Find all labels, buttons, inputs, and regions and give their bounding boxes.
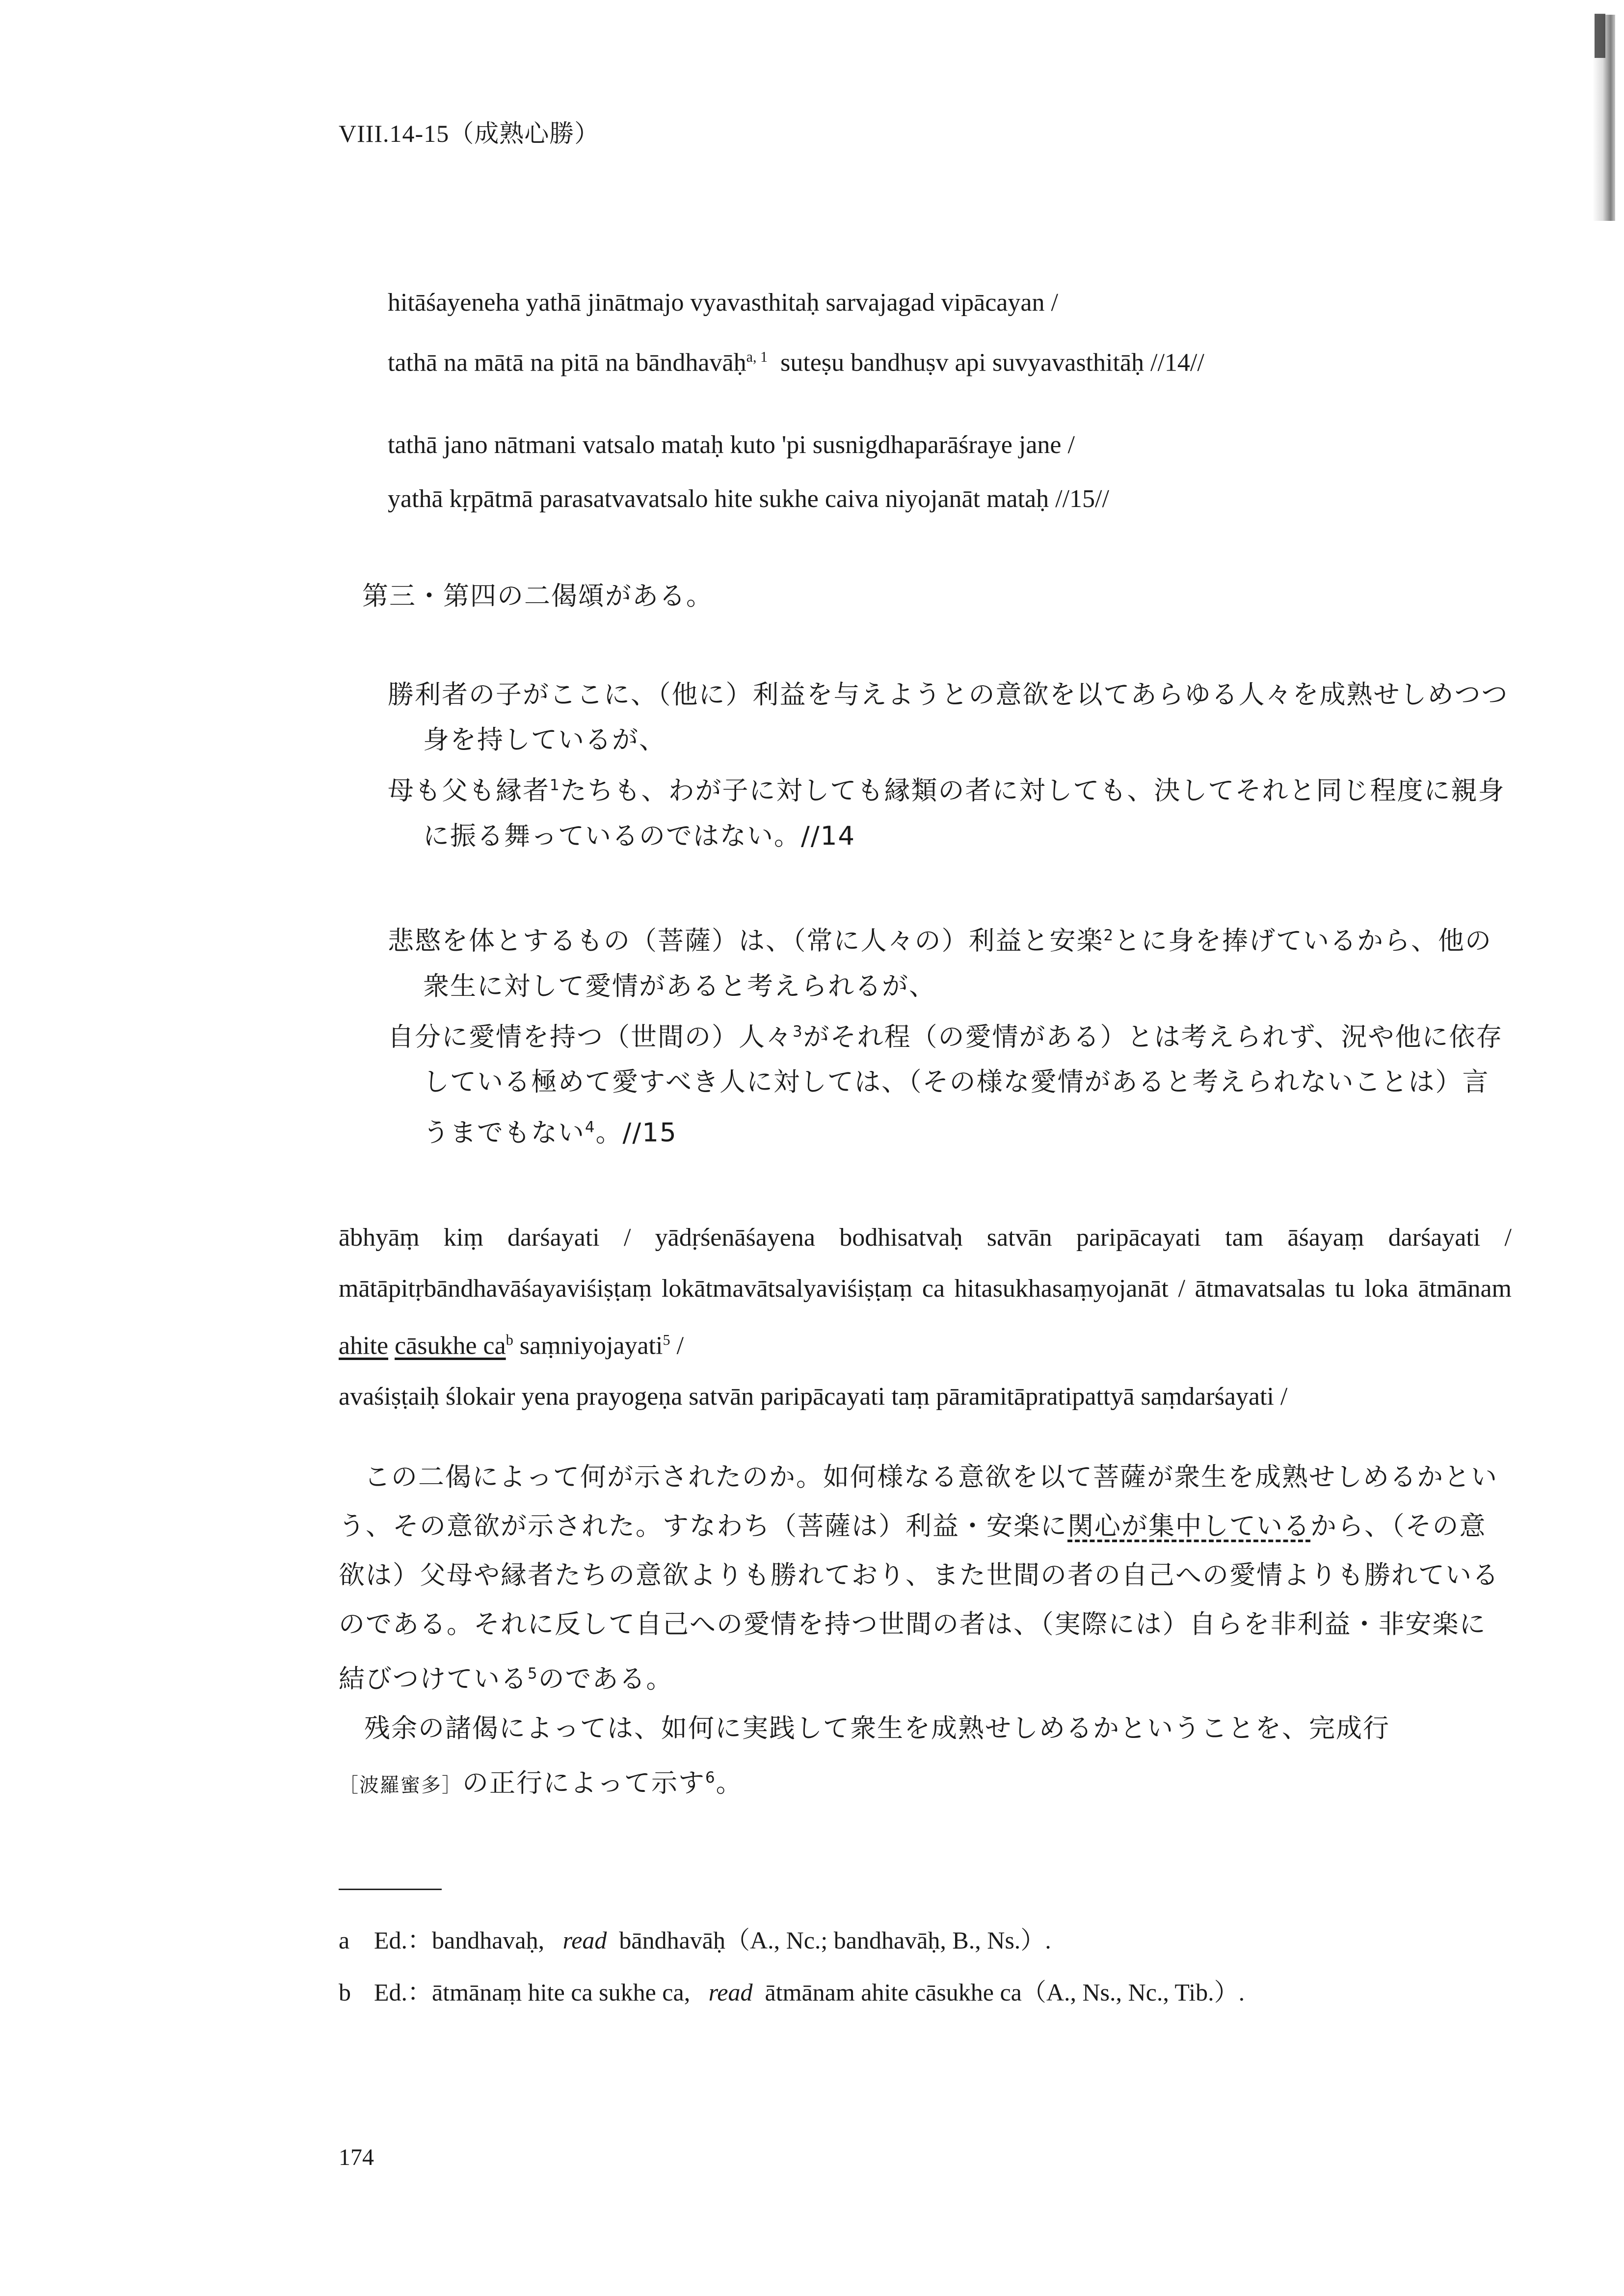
translation-14-line-2 <box>388 763 1512 859</box>
footnote-b-label: b <box>339 1978 351 2006</box>
sanskrit-p1-text: ābhyāṃ kiṃ darśayati / yādṛśenāśayena bodhisatvaḥ satvān paripācayati tam āśayaṃ darśayati / mātāpitṛbāndhavāśayaviśiṣṭaṃ lokātmavātsalyaviśiṣṭaṃ ca hitasukhasaṃyojanāt / ātmavatsalas tu loka ātmānam <box>339 1224 1512 1303</box>
running-head: VIII.14-15（成熟心勝） <box>339 120 600 147</box>
footnote-a-post: bāndhavāḥ（A., Nc.; bandhavāḥ, B., Ns.）. <box>619 1926 1051 1954</box>
verse-15 <box>388 418 1109 526</box>
verse-14-line-1: hitāśayeneha yathā jinātmajo vyavasthitaḥ sarvajagad vipācayan / <box>388 289 1058 317</box>
verse-14 <box>388 276 1204 390</box>
verse-14-line-2 <box>388 330 1204 390</box>
bracket-note: ［波羅蜜多］ <box>339 1774 462 1797</box>
sanskrit-paragraph-2: avaśiṣṭaiḥ ślokair yena prayogeṇa satvān paripācayati taṃ pāramitāpratipattyā saṃdarśayati / <box>339 1383 1288 1411</box>
note-marker-3: 3 <box>793 1022 803 1041</box>
emended-word-ahite: ahite <box>339 1332 389 1360</box>
verse-14-line-2-end: suteṣu bandhuṣv api suvyavasthitāḥ //14// <box>780 348 1204 377</box>
translation-15-line-1a: 悲愍を体とするもの（菩薩）は、（常に人々の）利益と安楽 <box>388 926 1104 956</box>
footnote-a-label: a <box>339 1926 350 1954</box>
translation-15-line-2 <box>388 1009 1512 1156</box>
japanese-paragraph-2 <box>339 1704 1512 1810</box>
translation-15-line-2b: がそれ程（の愛情がある）とは考えられず、況や他に依存している極めて愛すべき人に対しては、（その様な愛情があると考えられないことは）言うまでもない <box>423 1022 1503 1148</box>
japanese-p1-end: のである。 <box>538 1664 673 1694</box>
translation-verse-14 <box>388 672 1512 859</box>
verse-note-marker: a, 1 <box>746 348 768 365</box>
section-intro: 第三・第四の二偈頌がある。 <box>362 581 713 611</box>
verse-15-line-1: tathā jano nātmani vatsalo mataḥ kuto 'pi susnigdhaparāśraye jane / <box>388 431 1075 459</box>
sanskrit-p1-end: / <box>676 1332 684 1360</box>
footnote-b <box>339 1966 1245 2018</box>
footnote-b-read: read <box>708 1978 753 2006</box>
note-marker-4: 4 <box>585 1119 596 1137</box>
footnote-a-pre: Ed.：bandhavaḥ, <box>374 1926 545 1954</box>
page-number: 174 <box>339 2144 374 2170</box>
translation-15-line-2a: 自分に愛情を持つ（世間の）人々 <box>388 1022 793 1052</box>
dashed-underline-phrase: 関心が集中している <box>1067 1511 1310 1541</box>
japanese-commentary <box>339 1453 1512 1810</box>
scan-edge-mark <box>1595 14 1605 58</box>
sanskrit-paragraph-1 <box>339 1212 1512 1371</box>
footnotes <box>339 1914 1245 2018</box>
verse-15-line-2: yathā kṛpātmā parasatvavatsalo hite sukhe caiva niyojanāt mataḥ //15// <box>388 485 1109 513</box>
footnote-a <box>339 1914 1245 1966</box>
japanese-paragraph-1 <box>339 1453 1512 1704</box>
japanese-p2-middle: の正行によって示す <box>462 1768 705 1798</box>
footnote-b-post: ātmānam ahite cāsukhe ca（A., Ns., Nc., Tib.）. <box>765 1978 1245 2006</box>
footnote-a-read: read <box>562 1926 607 1954</box>
note-marker-2: 2 <box>1103 927 1115 944</box>
translation-15-line-1 <box>388 913 1512 1009</box>
sanskrit-p1-verb: saṃniyojayati <box>519 1332 663 1360</box>
note-marker-1: 1 <box>550 776 560 794</box>
translation-15-line-2c: 。//15 <box>595 1118 677 1148</box>
note-marker-5: 5 <box>663 1332 670 1348</box>
note-marker-b: b <box>506 1332 513 1348</box>
japanese-p1-middle: から、（その意欲は）父母や縁者たちの意欲よりも勝れており、また世間の者の自己への愛情よりも勝れているのである。それに反して自己への愛情を持つ世間の者は、（実際には）自らを非利益・非安楽に結びつけている <box>339 1511 1499 1694</box>
verse-14-line-2-start: tathā na mātā na pitā na bāndhavāḥ <box>388 348 746 377</box>
footnote-b-pre: Ed.：ātmānaṃ hite ca sukhe ca, <box>374 1978 691 2006</box>
japanese-p2-end: 。 <box>716 1768 743 1798</box>
footnote-separator <box>339 1889 442 1890</box>
note-marker-5-ja: 5 <box>528 1665 538 1682</box>
translation-14-line-2a: 母も父も縁者 <box>388 775 550 806</box>
translation-15-line-1b: とに身を捧げているから、他の衆生に対して愛情があると考えられるが、 <box>423 926 1492 1001</box>
japanese-p1-text: この二偈によって何が示されたのか。如何様なる意欲を以て菩薩が衆生を成熟せしめるかという、その意欲が示された。すなわち（菩薩は）利益・安楽に <box>339 1462 1498 1541</box>
sanskrit-commentary <box>339 1212 1512 1422</box>
translation-14-line-1: 勝利者の子がここに、（他に）利益を与えようとの意欲を以てあらゆる人々を成熟せしめつつ身を持しているが、 <box>388 680 1509 755</box>
emended-word-casukhe: cāsukhe ca <box>395 1332 506 1360</box>
japanese-p2-text: 残余の諸偈によっては、如何に実践して衆生を成熟せしめるかということを、完成行 <box>364 1713 1390 1743</box>
note-marker-6: 6 <box>705 1768 716 1787</box>
translation-verse-15 <box>388 913 1512 1156</box>
translation-14-line-2b: たちも、わが子に対しても縁類の者に対しても、決してそれと同じ程度に親身に振る舞っているのではない。//14 <box>423 775 1505 851</box>
